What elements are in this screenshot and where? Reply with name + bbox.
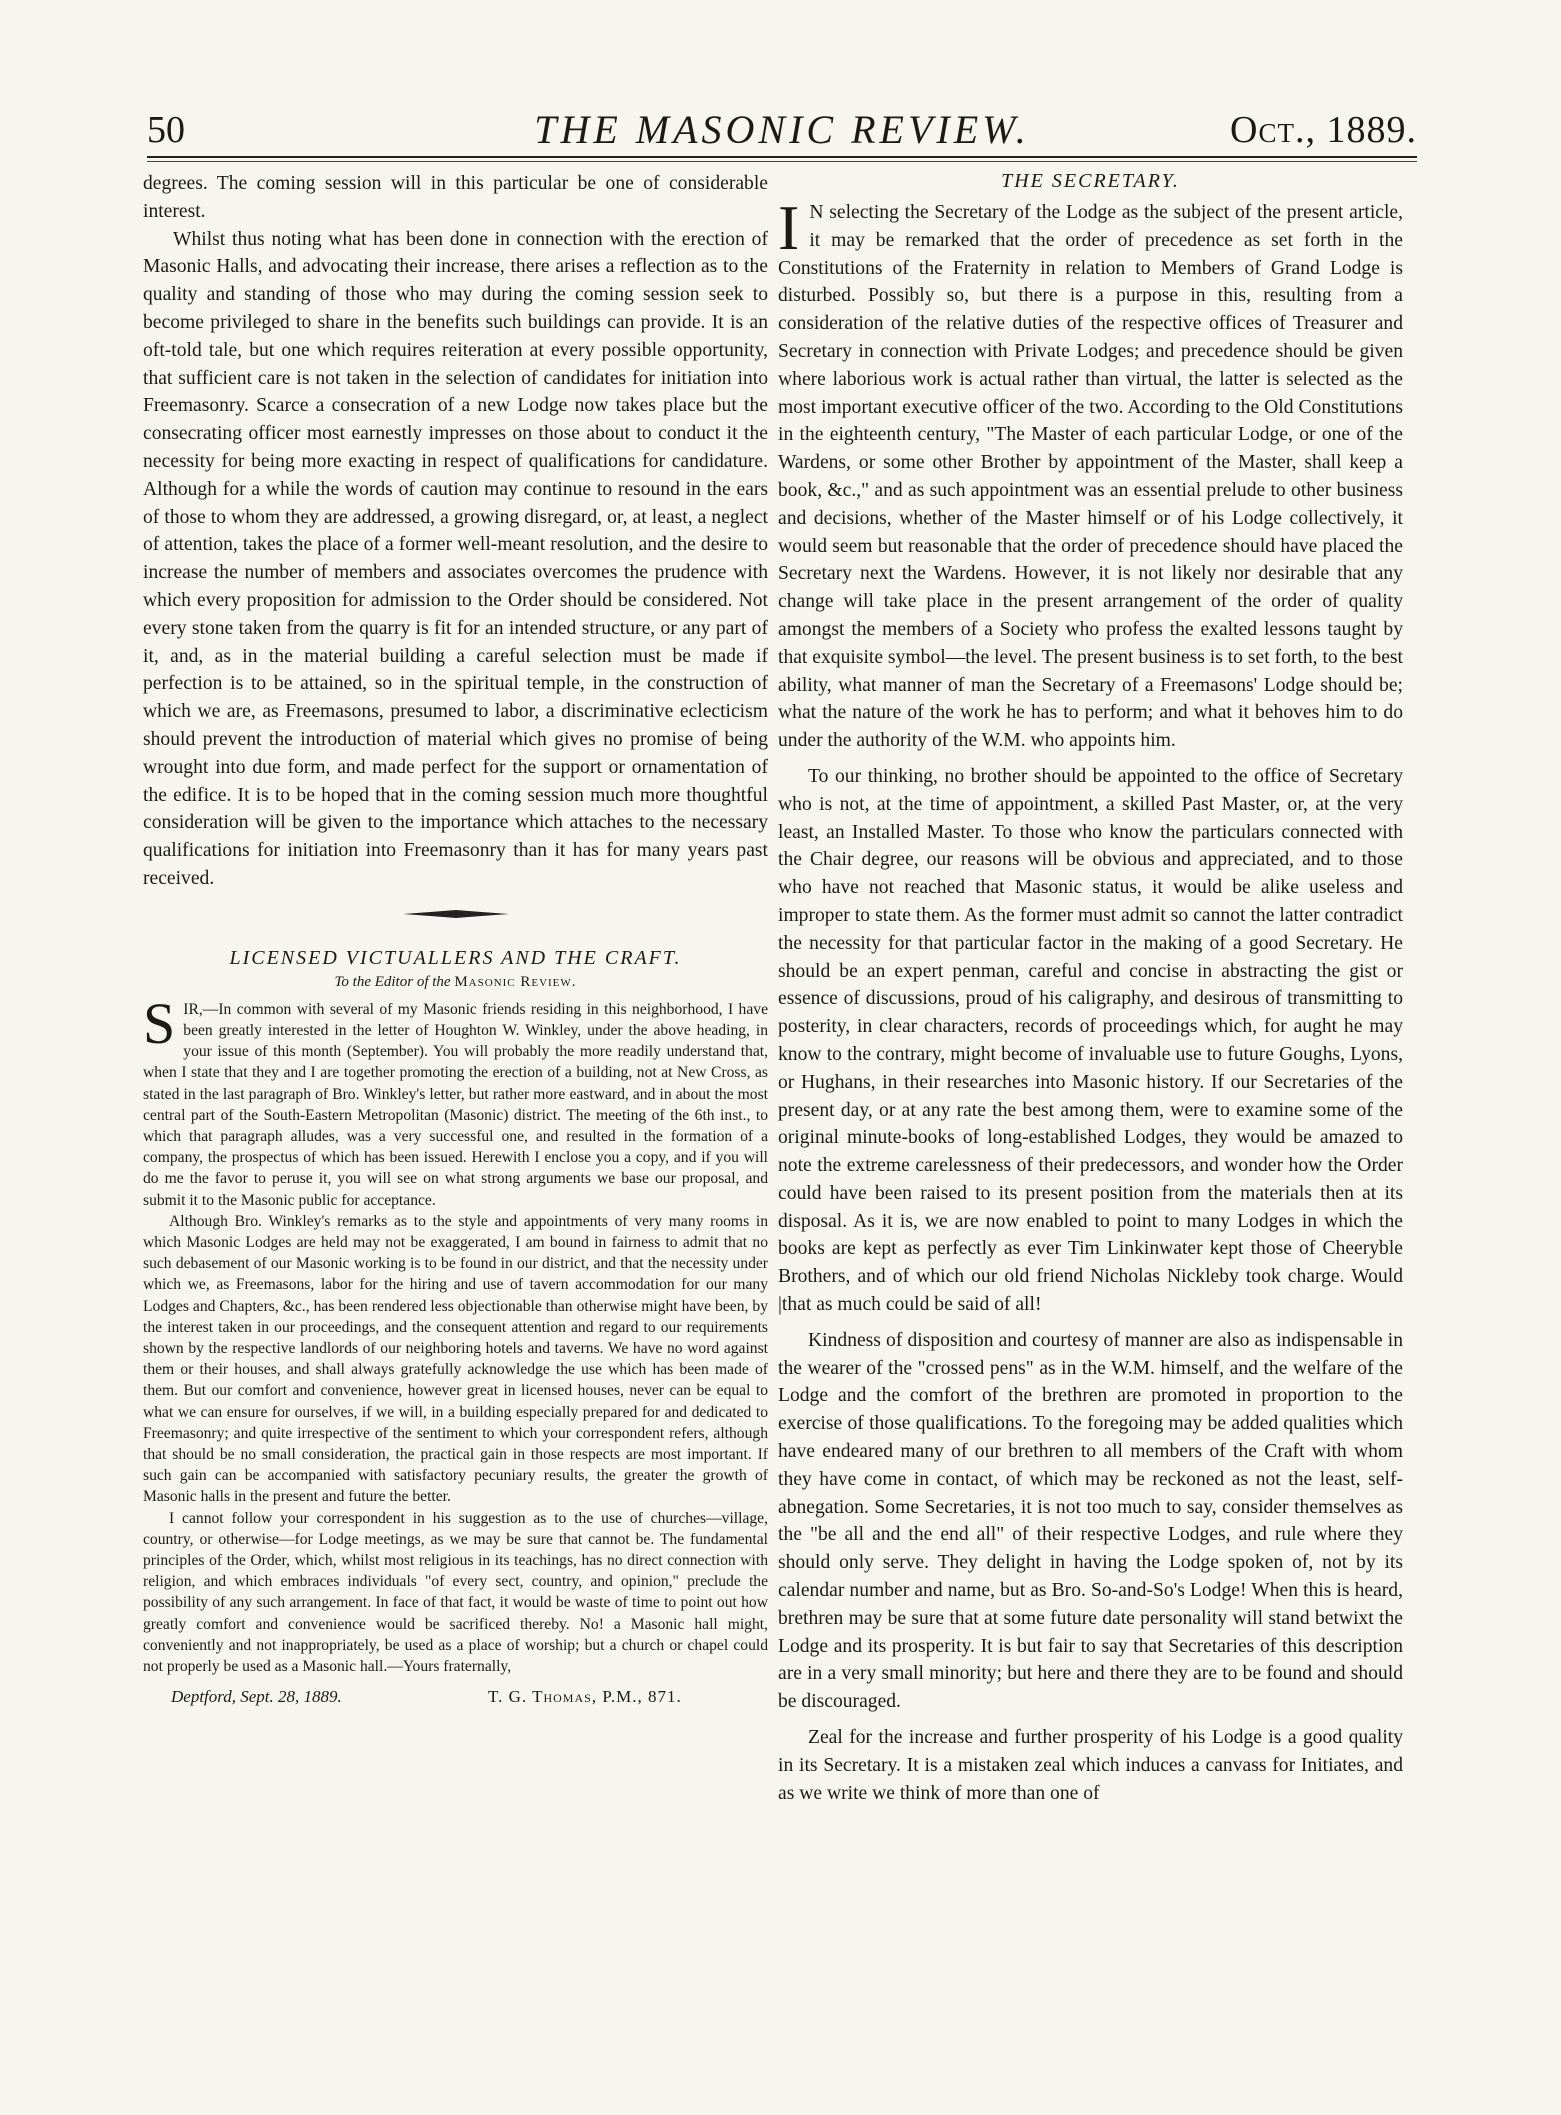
signoff-signature: T. G. Thomas, P.M., 871. [488,1687,682,1707]
right-column [778,170,1403,1807]
article-dropcap: I [778,192,800,263]
letter-paragraph [143,990,768,1211]
letter-editor-line [143,974,768,991]
article-paragraph: Whilst thus noting what has been done in connection with the erection of Masonic Halls, and advocating their increase, there arises a reflection as to the quality and standing of those who may during the coming session seek to become privileged to share in the benefits such buildings can provide. It is an oft-told tale, but one which requires reiteration at every possible opportunity, that sufficient care is not taken in the selection of candidates for initiation into Freemasonry. Scarce a consecration of a new Lodge now takes place but the consecrating officer most earnestly impresses on those about to conduct it the necessity for being more exacting in respect of qualifications for candidature. Although for a while the words of caution may continue to resound in the ears of those to whom they are addressed, a growing disregard, or, at least, a neglect of attention, takes the place of a former well-meant resolution, and the desire to increase the number of members and associates overcomes the prudence with which every proposition for admission to the Order should be considered. Not every stone taken from the quarry is fit for an intended structure, or any part of it, and, as in the material building a careful selection must be made if perfection is to be attained, so in the spiritual temple, in the construction of which we are, as Freemasons, presumed to labor, a discriminative eclecticism should prevent the introduction of material which gives no promise of being wrought into due form, and made perfect for the support or ornamentation of the edifice. It is to be hoped that in the coming session much more thoughtful consideration will be given to the importance which attaches to the necessary qualifications for initiation into Freemasonry than it has for many years past received. [143,228,768,889]
article-paragraph: To our thinking, no brother should be appointed to the office of Secretary who is not, at the time of appointment, a skilled Past Master, or, at the very least, an Installed Master. To those who know the particulars connected with the Chair degree, our reasons will be obvious and appreciated, and to those who have not reached that Masonic status, it would be alike useless and improper to state them. As the former must admit so cannot the latter contradict the necessity for that particular factor in the making of a good Secretary. He should be an expert penman, careful and concise in abstracting the gist or essence of discussions, proud of his caligraphy, and desirous of transmitting to posterity, in clear characters, records of proceedings which, for aught he may know to the contrary, might become of invaluable use to future Goughs, Lyons, or Hughans, in their researches into Masonic history. If our Secretaries of the present day, or at any rate the best among them, were to examine some of the original minute-books of long-established Lodges, they would be amazed to note the extreme carelessness of their predecessors, and wonder how the Order could have been raised to its present position from the materials then at its disposal. As it is, we are now enabled to point to many Lodges in which the books are kept as perfectly as ever Tim Linkinwater kept those of Cheeryble Brothers, and of which our old friend Nicholas Nickleby took charge. Would |that as much could be said of all! [778,765,1403,1316]
letter-paragraph: I cannot follow your correspondent in his suggestion as to the use of churches—village, country, or otherwise—for Lodge meetings, as we may be sure that cannot be. The fundamental principles of the Order, which, whilst most religious in its teachings, has no direct connection with religion, and which embraces individuals "of every sect, country, and opinion," preclude the possibility of any such arrangement. In face of that fact, it would be waste of time to point out how greatly comfort and convenience would be sacrificed thereby. No! a Masonic hall might, conveniently and not inappropriately, be used as a place of worship; but a church or chapel could not properly be used as a Masonic hall.—Yours fraternally, [143,1509,768,1676]
editor-line-journal: Masonic Review. [454,973,577,990]
letter-signoff [143,1687,768,1713]
editor-line-prefix: To the Editor of the [334,973,451,990]
running-head [147,100,1417,154]
article-continuation-paragraph: degrees. The coming session will in this particular be one of considerable interest. [143,173,768,222]
letter-title: LICENSED VICTUALLERS AND THE CRAFT. [229,946,682,969]
issue-date: Oct., 1889. [1230,109,1417,151]
header-rule-thin [147,161,1417,162]
letter-paragraph: Although Bro. Winkley's remarks as to the style and appointments of very many rooms in which Masonic Lodges are held may not be exaggerated, I am bound in fairness to admit that no such debasement of our Masonic working is to be found in our district, and that the necessity under which we, as Freemasons, labor for the hiring and use of tavern accommodation for our many Lodges and Chapters, &c., has been rendered less objectionable than otherwise might have been, by the interest taken in our proceedings, and the consequent attention and regard to our requirements shown by the respective landlords of our neighboring hotels and taverns. We have no word against them or their houses, and shall always gratefully acknowledge the use which has been made of them. But our comfort and convenience, however great in licensed houses, never can be equal to what we can ensure for ourselves, if we will, in a building especially prepared for and dedicated to Freemasonry; and quite irrespective of the sentiment to which your correspondent refers, although that should be no small consideration, the practical gain in those respects are most important. If such gain can be accompanied with satisfactory pecuniary results, the greater the growth of Masonic halls in the present and future the better. [143,1212,768,1506]
journal-title: THE MASONIC REVIEW. [534,107,1030,152]
header-rule [147,156,1417,158]
article-paragraph [778,192,1403,755]
article-title: THE SECRETARY. [1001,170,1180,192]
signoff-place-date: Deptford, Sept. 28, 1889. [171,1687,342,1707]
article-paragraph: Zeal for the increase and further prosperity of his Lodge is a good quality in its Secretary. It is a mistaken zeal which induces a canvass for Initiates, and as we write we think of more than one of [778,1727,1403,1804]
letter-dropcap: S [143,990,176,1056]
page-number: 50 [147,109,185,151]
article-paragraph-text: N selecting the Secretary of the Lodge as the subject of the present article, it may be remarked that the order of precedence as set forth in the Constitutions of the Fraternity in relation to Members of Grand Lodge is disturbed. Possibly so, but there is a purpose in this, resulting from a consideration of the relative duties of the respective offices of Treasurer and Secretary in connection with Private Lodges; and precedence should be given where laborious work is actual rather than virtual, the latter is selected as the most important executive officer of the two. According to the Old Constitutions in the eighteenth century, "The Master of each particular Lodge, or one of the Wardens, or some other Brother by appointment of the Master, shall keep a book, &c.," and as such appointment was an essential prelude to other business and decisions, whether of the Master himself or of his Lodge collectively, it would seem but reasonable that the order of precedence should have placed the Secretary next the Wardens. However, it is not likely nor desirable that any change will take place in the present arrangement of the order of quality amongst the members of a Society who profess the exalted lessons taught by that exquisite symbol—the level. The present business is to set forth, to the best ability, what manner of man the Secretary of a Freemasons' Lodge should be; what the nature of the work he has to perform; and what it behoves him to do under the authority of the W.M. who appoints him. [778,202,1403,752]
article-paragraph: Kindness of disposition and courtesy of manner are also as indispensable in the wearer of the "crossed pens" as in the W.M. himself, and the welfare of the Lodge and the comfort of the brethren are promoted in proportion to the exercise of those qualifications. To the foregoing may be added qualities which have endeared many of our brethren to all members of the Craft with whom they have come in contact, of which may be reckoned as not the least, self-abnegation. Some Secretaries, it is not too much to say, consider themselves as the "be all and the end all" of their respective Lodges, and rule where they should only serve. They delight in having the Lodge spoken of, not by its calendar number and name, but as Bro. So-and-So's Lodge! When this is heard, brethren may be sure that at some future date personality will stand betwixt the Lodge and its prosperity. It is but fair to say that Secretaries of this description are in a very small minority; but here and there they are to be found and should be discouraged. [778,1329,1403,1713]
letter-paragraph-text: IR,—In common with several of my Masonic friends residing in this neighborhood, I have been greatly interested in the letter of Houghton W. Winkley, under the above heading, in your issue of this month (September). You will probably the more readily understand that, when I state that they and I are together promoting the erection of a building, not at New Cross, as stated in the last paragraph of Bro. Winkley's letter, but rather more eastward, and in about the most central part of the South-Eastern Metropolitan (Masonic) district. The meeting of the 6th inst., to which that paragraph alludes, was a very successful one, and resulted in the formation of a company, the prospectus of which has been issued. Herewith I enclose you a copy, and if you will do me the favor to peruse it, you will see on what strong arguments we base our proposal, and submit it to the Masonic public for acceptance. [143,1000,768,1209]
section-divider-ornament [401,909,511,919]
left-column [143,170,768,1713]
